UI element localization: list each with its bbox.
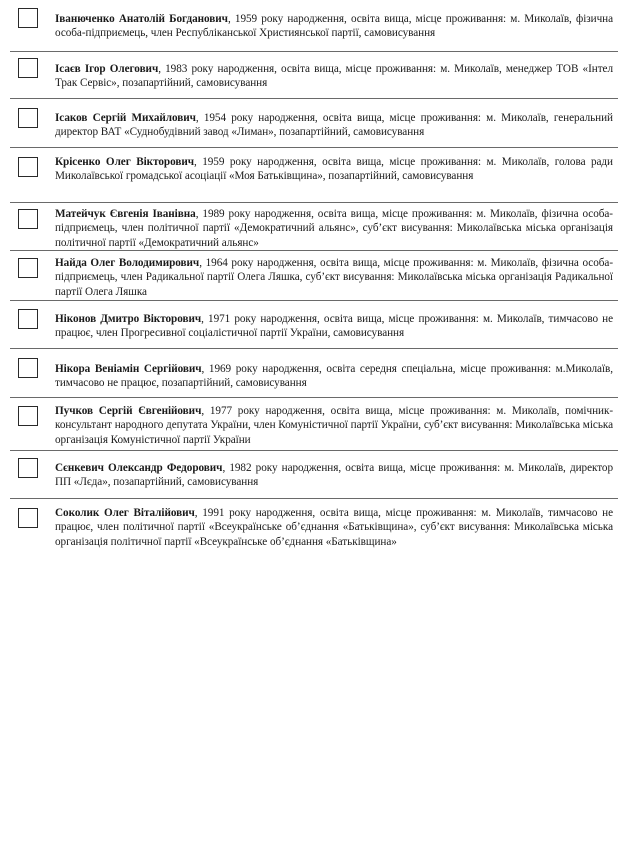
candidate-checkbox[interactable] [18,358,38,378]
candidate-name: Ніконов Дмитро Вікторович [55,313,202,325]
divider [10,450,618,451]
candidate-name: Ісаков Сергій Михайлович [55,112,196,124]
candidate-name: Іванюченко Анатолій Богданович [55,13,228,25]
candidate-checkbox[interactable] [18,508,38,528]
candidate-name: Нікора Веніамін Сергійович [55,363,202,375]
candidate-entry [55,256,613,299]
candidate-checkbox[interactable] [18,108,38,128]
candidate-checkbox[interactable] [18,8,38,28]
divider [10,98,618,99]
candidate-details: , 1959 року народження, освіта вища, місце проживання: м. Миколаїв, голова ради Миколаївської громадської асоціації «Моя Батьківщина», позапартійний, самовисування [55,156,613,183]
candidate-details: , 1982 року народження, освіта вища, місце проживання: м. Миколаїв, директор ПП «Лєда», позапартійний, самовисування [55,462,613,489]
candidate-name: Ісаєв Ігор Олегович [55,63,159,75]
candidate-details: , 1964 року народження, освіта вища, місце проживання: м. Миколаїв, фізична особа-підприємець, член Радикальної партії Олега Ляшка, суб’єкт висування: Миколаївська міська організація Радикальної партії Олега Ляшка [55,257,613,298]
candidate-details: , 1983 року народження, освіта вища, місце проживання: м. Миколаїв, менеджер ТОВ «Інтел Трак Сервіс», позапартійний, самовисування [55,63,613,90]
candidate-details: , 1969 року народження, освіта середня спеціальна, місце проживання: м.Миколаїв, тимчасово не працює, позапартійний, самовисування [55,363,613,390]
candidate-entry [55,207,613,250]
divider [10,147,618,148]
candidate-entry [55,62,613,91]
candidate-entry [55,404,613,447]
candidate-details: , 1959 року народження, освіта вища, місце проживання: м. Миколаїв, фізична особа-підприємець, член Республіканської Християнської партії, самовисування [55,13,613,40]
candidate-name: Сєнкевич Олександр Федорович [55,462,223,474]
candidate-name: Найда Олег Володимирович [55,257,200,269]
candidate-details: , 1991 року народження, освіта вища, місце проживання: м. Миколаїв, тимчасово не працює, член політичної партії «Всеукраїнське об’єднання «Батьківщина», суб’єкт висування: Миколаївська міська організація політичної партії «Всеукраїнське об’єднання «Батьківщина» [55,507,614,548]
candidate-entry [55,12,613,41]
divider [10,250,618,251]
candidate-details: , 1971 року народження, освіта вища, місце проживання: м. Миколаїв, тимчасово не працює, член Прогресивної соціалістичної партії України, самовисування [55,313,614,340]
candidate-details: , 1977 року народження, освіта вища, місце проживання: м. Миколаїв, помічник-консультант народного депутата України, член Комуністичної партії України, суб’єкт висування: Миколаївська міська організація Комуністичної партії України [55,405,614,446]
candidate-entry [55,362,613,391]
divider [10,348,618,349]
candidate-checkbox[interactable] [18,309,38,329]
candidate-entry [55,506,613,549]
candidate-details: , 1989 року народження, освіта вища, місце проживання: м. Миколаїв, фізична особа-підприємець, член політичної партії «Демократичний альянс», суб’єкт висування: Миколаївська міська організація політичної партії «Демократичний альянс» [55,208,613,249]
divider [10,300,618,301]
candidate-name: Пучков Сергій Євгенійович [55,405,202,417]
candidate-entry [55,461,613,490]
candidate-checkbox[interactable] [18,209,38,229]
candidate-entry [55,111,613,140]
divider [10,51,618,52]
candidate-checkbox[interactable] [18,406,38,426]
candidate-name: Матейчук Євгенія Іванівна [55,208,196,220]
candidate-name: Соколик Олег Віталійович [55,507,195,519]
divider [10,498,618,499]
candidate-checkbox[interactable] [18,58,38,78]
candidate-name: Крісенко Олег Вікторович [55,156,194,168]
divider [10,202,618,203]
candidate-entry [55,155,613,184]
candidate-checkbox[interactable] [18,258,38,278]
candidate-checkbox[interactable] [18,458,38,478]
divider [10,397,618,398]
candidate-details: , 1954 року народження, освіта вища, місце проживання: м. Миколаїв, генеральний директор ВАТ «Суднобудівний завод «Лиман», позапартійний, самовисування [55,112,613,139]
candidate-entry [55,312,613,341]
candidate-checkbox[interactable] [18,157,38,177]
